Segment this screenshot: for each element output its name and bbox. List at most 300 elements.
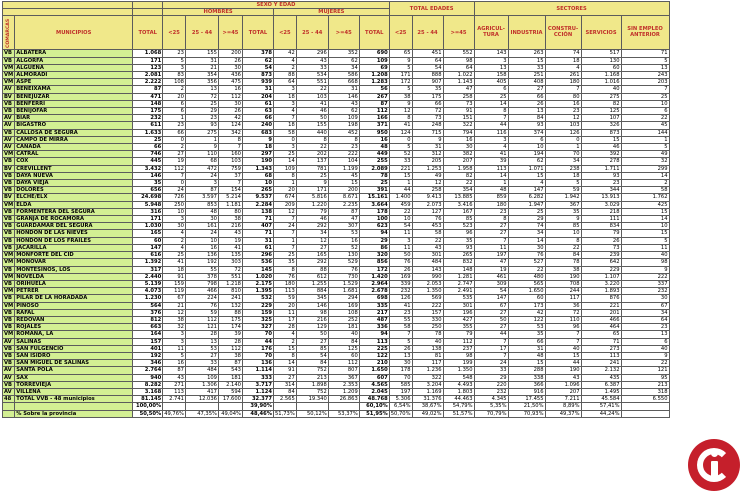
- value-cell: 2: [163, 144, 186, 151]
- value-cell: 466: [185, 288, 218, 295]
- value-cell: 59: [273, 295, 296, 302]
- value-cell: 9: [545, 216, 581, 223]
- value-cell: 7: [474, 352, 508, 359]
- value-cell: 3.664: [359, 201, 389, 208]
- value-cell: 62: [328, 57, 359, 64]
- value-cell: 143: [474, 50, 508, 57]
- value-cell: 5: [545, 180, 581, 187]
- municipio-cell: HONDÓN DE LAS NIEVES: [15, 230, 133, 237]
- value-cell: 453: [412, 223, 443, 230]
- value-cell: 35: [443, 237, 474, 244]
- value-cell: 7: [474, 115, 508, 122]
- value-cell: 4: [163, 244, 186, 251]
- value-cell: 551: [218, 273, 242, 280]
- m-lt25-header: <25: [273, 16, 296, 50]
- value-cell: 9.413: [412, 194, 443, 201]
- municipio-cell: JACARILLA: [15, 244, 133, 251]
- value-cell: 309: [474, 280, 508, 287]
- value-cell: 94: [359, 230, 389, 237]
- value-cell: 218: [581, 208, 621, 215]
- value-cell: 154: [218, 187, 242, 194]
- value-cell: 0: [163, 180, 186, 187]
- value-cell: 54: [389, 223, 412, 230]
- value-cell: 3: [185, 180, 218, 187]
- value-cell: 25: [621, 93, 669, 100]
- value-cell: 30: [508, 244, 545, 251]
- value-cell: 85: [443, 216, 474, 223]
- value-cell: 76: [185, 302, 218, 309]
- value-cell: 708: [545, 280, 581, 287]
- value-cell: 873: [242, 72, 273, 79]
- value-cell: 594: [218, 388, 242, 395]
- value-cell: 48: [359, 144, 389, 151]
- value-cell: 296: [296, 50, 328, 57]
- value-cell: 38: [545, 266, 581, 273]
- value-cell: 35: [273, 259, 296, 266]
- value-cell: 109: [328, 115, 359, 122]
- value-cell: 181: [328, 324, 359, 331]
- value-cell: 461: [474, 273, 508, 280]
- value-cell: 175: [412, 93, 443, 100]
- value-cell: 15: [621, 208, 669, 215]
- value-cell: 13: [621, 331, 669, 338]
- value-cell: 26: [218, 108, 242, 115]
- value-cell: 367: [328, 374, 359, 381]
- value-cell: 79: [296, 208, 328, 215]
- value-cell: 452: [328, 129, 359, 136]
- value-cell: 440: [296, 129, 328, 136]
- logo-dot: [711, 450, 718, 457]
- comarca-cell: VB: [3, 316, 15, 323]
- value-cell: 157: [412, 309, 443, 316]
- value-cell: 9: [621, 352, 669, 359]
- value-cell: 39: [474, 158, 508, 165]
- value-cell: 812: [133, 316, 163, 323]
- value-cell: 44: [389, 187, 412, 194]
- value-cell: 62: [242, 57, 273, 64]
- value-cell: 25: [273, 151, 296, 158]
- value-cell: 45: [621, 122, 669, 129]
- value-cell: 209: [273, 201, 296, 208]
- m-25-44-header: 25 - 44: [296, 16, 328, 50]
- value-cell: 9: [412, 136, 443, 143]
- value-cell: 221: [389, 165, 412, 172]
- value-cell: [218, 403, 242, 410]
- value-cell: 535: [443, 295, 474, 302]
- value-cell: 1.022: [443, 72, 474, 79]
- value-cell: 551: [296, 79, 328, 86]
- value-cell: 607: [359, 374, 389, 381]
- value-cell: 3.432: [133, 165, 163, 172]
- value-cell: 72: [218, 266, 242, 273]
- value-cell: 445: [133, 158, 163, 165]
- hombres-header: HOMBRES: [163, 9, 274, 16]
- value-cell: 759: [218, 165, 242, 172]
- value-cell: 35: [133, 180, 163, 187]
- value-cell: 888: [412, 72, 443, 79]
- value-cell: 2.747: [443, 280, 474, 287]
- value-cell: 40: [621, 345, 669, 352]
- value-cell: 6: [163, 100, 186, 107]
- value-cell: 220: [474, 381, 508, 388]
- value-cell: 200: [328, 187, 359, 194]
- value-cell: 93: [508, 122, 545, 129]
- value-cell: 68: [242, 172, 273, 179]
- value-cell: 13: [185, 338, 218, 345]
- value-cell: 15: [545, 352, 581, 359]
- header-row-1: [3, 2, 670, 9]
- value-cell: 2.565: [273, 396, 296, 403]
- value-cell: 25: [296, 172, 328, 179]
- value-cell: 66: [508, 93, 545, 100]
- value-cell: 13: [621, 64, 669, 71]
- value-cell: 27: [474, 309, 508, 316]
- value-cell: 22: [412, 237, 443, 244]
- value-cell: 61: [242, 244, 273, 251]
- value-cell: 312: [412, 151, 443, 158]
- value-cell: 31: [508, 345, 545, 352]
- value-cell: 8: [389, 115, 412, 122]
- value-cell: 30: [218, 100, 242, 107]
- value-cell: 57,41%: [581, 403, 621, 410]
- comarca-cell: VB: [3, 223, 15, 230]
- value-cell: [621, 403, 669, 410]
- value-cell: 35: [412, 86, 443, 93]
- total-row: [3, 396, 670, 403]
- table-row: [3, 86, 670, 93]
- value-cell: 41: [474, 151, 508, 158]
- value-cell: 126: [545, 129, 581, 136]
- value-cell: 11: [389, 230, 412, 237]
- municipio-cell: DOLORES: [15, 187, 133, 194]
- municipio-cell: SAN MIGUEL DE SALINAS: [15, 360, 133, 367]
- value-cell: 53,37%: [328, 410, 359, 417]
- value-cell: 338: [508, 374, 545, 381]
- value-cell: 449: [359, 151, 389, 158]
- comarca-cell: VB: [3, 108, 15, 115]
- table-row: [3, 237, 670, 244]
- value-cell: 46: [581, 144, 621, 151]
- value-cell: 405: [474, 79, 508, 86]
- value-cell: 27: [296, 338, 328, 345]
- value-cell: 76: [508, 252, 545, 259]
- value-cell: 2: [273, 338, 296, 345]
- value-cell: 174: [218, 324, 242, 331]
- value-cell: 265: [242, 187, 273, 194]
- value-cell: 23: [163, 122, 186, 129]
- value-cell: 47: [474, 259, 508, 266]
- value-cell: 165: [133, 230, 163, 237]
- value-cell: 794: [443, 129, 474, 136]
- value-cell: 4: [273, 108, 296, 115]
- value-cell: 64: [412, 57, 443, 64]
- value-cell: 160: [218, 151, 242, 158]
- value-cell: 66: [242, 115, 273, 122]
- value-cell: 9: [242, 136, 273, 143]
- value-cell: 12: [412, 180, 443, 187]
- value-cell: 117: [412, 360, 443, 367]
- value-cell: 7: [273, 216, 296, 223]
- value-cell: 40: [412, 338, 443, 345]
- value-cell: 339: [389, 280, 412, 287]
- value-cell: 172: [359, 266, 389, 273]
- value-cell: 856: [359, 259, 389, 266]
- value-cell: 656: [133, 187, 163, 194]
- value-cell: 207: [545, 388, 581, 395]
- value-cell: 81: [412, 352, 443, 359]
- value-cell: 5: [163, 57, 186, 64]
- municipio-cell: ALMORADI: [15, 72, 133, 79]
- value-cell: 7: [545, 338, 581, 345]
- value-cell: 853: [185, 201, 218, 208]
- municipio-cell: SALINAS: [15, 338, 133, 345]
- value-cell: 10: [242, 180, 273, 187]
- value-cell: 18: [273, 93, 296, 100]
- value-cell: 110: [545, 316, 581, 323]
- value-cell: 425: [621, 201, 669, 208]
- value-cell: 173: [508, 302, 545, 309]
- h-lt25-header: <25: [163, 16, 186, 50]
- value-cell: 113: [474, 165, 508, 172]
- value-cell: 265: [443, 252, 474, 259]
- value-cell: 8: [218, 136, 242, 143]
- value-cell: 30: [389, 360, 412, 367]
- value-cell: 31.376: [412, 396, 443, 403]
- comarca-cell: AV: [3, 144, 15, 151]
- value-cell: 88: [218, 309, 242, 316]
- municipio-cell: PILAR DE LA HORADADA: [15, 295, 133, 302]
- municipio-cell: BENFERRI: [15, 100, 133, 107]
- value-cell: 11: [273, 309, 296, 316]
- value-cell: 84: [296, 360, 328, 367]
- value-cell: 197: [389, 388, 412, 395]
- value-cell: 3: [273, 86, 296, 93]
- value-cell: 356: [185, 79, 218, 86]
- comarca-cell: AV: [3, 388, 15, 395]
- logo-bar: [711, 461, 718, 481]
- value-cell: 322: [412, 374, 443, 381]
- value-cell: 36: [545, 302, 581, 309]
- value-cell: 25: [474, 93, 508, 100]
- comarca-cell: VM: [4, 252, 14, 259]
- value-cell: 1.650: [508, 288, 545, 295]
- value-cell: 40: [328, 331, 359, 338]
- value-cell: 66: [163, 129, 186, 136]
- value-cell: 85: [545, 223, 581, 230]
- value-cell: 25: [359, 180, 389, 187]
- value-cell: 72: [545, 309, 581, 316]
- value-cell: 4.073: [133, 288, 163, 295]
- value-cell: 49,37%: [545, 410, 581, 417]
- value-cell: 4.493: [443, 381, 474, 388]
- value-cell: 5.816: [296, 194, 328, 201]
- value-cell: 294: [328, 295, 359, 302]
- value-cell: 222: [621, 273, 669, 280]
- value-cell: 807: [328, 367, 359, 374]
- value-cell: 8: [273, 352, 296, 359]
- value-cell: 155: [185, 50, 218, 57]
- value-cell: 15: [581, 136, 621, 143]
- value-cell: 22: [621, 115, 669, 122]
- value-cell: 1: [389, 180, 412, 187]
- value-cell: 23: [581, 180, 621, 187]
- value-cell: 82: [581, 100, 621, 107]
- value-cell: 64: [273, 79, 296, 86]
- value-cell: 18: [545, 57, 581, 64]
- table-row: [3, 331, 670, 338]
- value-cell: 41: [389, 122, 412, 129]
- value-cell: 28: [185, 331, 218, 338]
- agricultura-header: AGRICUL-TURA: [474, 16, 508, 50]
- value-cell: 273: [581, 345, 621, 352]
- value-cell: 157: [133, 338, 163, 345]
- value-cell: 1.392: [133, 259, 163, 266]
- value-cell: 698: [359, 295, 389, 302]
- value-cell: 5: [621, 144, 669, 151]
- comarca-cell: AV: [3, 122, 15, 129]
- value-cell: 2.678: [359, 288, 389, 295]
- value-cell: 4: [273, 331, 296, 338]
- value-cell: 53: [508, 324, 545, 331]
- value-cell: 13: [508, 108, 545, 115]
- table-row: [3, 367, 670, 374]
- table-row: [3, 244, 670, 251]
- value-cell: 1.893: [581, 288, 621, 295]
- value-cell: 29: [185, 108, 218, 115]
- value-cell: 1.169: [412, 388, 443, 395]
- table-row: [3, 352, 670, 359]
- municipio-cell: DAYA VIEJA: [15, 180, 133, 187]
- value-cell: 345: [296, 295, 328, 302]
- value-cell: 221: [581, 302, 621, 309]
- value-cell: 1.209: [328, 388, 359, 395]
- value-cell: 121: [621, 367, 669, 374]
- value-cell: 103: [296, 93, 328, 100]
- table-row: [3, 165, 670, 172]
- value-cell: 24: [273, 223, 296, 230]
- value-cell: 45: [328, 172, 359, 179]
- value-cell: 98: [443, 57, 474, 64]
- municipio-cell: MONFORTE DEL CID: [15, 252, 133, 259]
- value-cell: 484: [412, 259, 443, 266]
- comarca-cell: VB: [3, 352, 15, 359]
- value-cell: 132: [218, 302, 242, 309]
- comarca-cell: AV: [3, 115, 15, 122]
- comarca-cell: VB: [3, 345, 15, 352]
- value-cell: 13: [389, 352, 412, 359]
- value-cell: 5,35%: [474, 403, 508, 410]
- value-cell: 307: [328, 223, 359, 230]
- value-cell: 40: [621, 252, 669, 259]
- value-cell: 243: [621, 72, 669, 79]
- value-cell: 43: [328, 100, 359, 107]
- value-cell: 1: [273, 237, 296, 244]
- value-cell: 527: [508, 259, 545, 266]
- value-cell: 34: [328, 64, 359, 71]
- municipio-cell: ALGUEÑA: [15, 64, 133, 71]
- value-cell: 401: [133, 345, 163, 352]
- value-cell: 31: [185, 57, 218, 64]
- value-cell: 5.948: [133, 201, 163, 208]
- value-cell: 367: [545, 201, 581, 208]
- value-cell: 248: [412, 122, 443, 129]
- value-cell: 143: [412, 266, 443, 273]
- value-cell: 124: [389, 129, 412, 136]
- value-cell: 21: [163, 302, 186, 309]
- value-cell: 61: [242, 100, 273, 107]
- value-cell: 159: [163, 280, 186, 287]
- comarca-cell: VM: [4, 331, 14, 338]
- table-row: [3, 288, 670, 295]
- value-cell: 60,10%: [359, 403, 389, 410]
- value-cell: 24: [163, 187, 186, 194]
- value-cell: 1.529: [328, 280, 359, 287]
- value-cell: 475: [218, 79, 242, 86]
- value-cell: 23: [185, 115, 218, 122]
- table-row: [3, 201, 670, 208]
- value-cell: 337: [621, 280, 669, 287]
- value-cell: 2.073: [412, 201, 443, 208]
- value-cell: 7: [474, 237, 508, 244]
- value-cell: 333: [242, 374, 273, 381]
- value-cell: 11: [474, 244, 508, 251]
- value-cell: 22: [443, 180, 474, 187]
- value-cell: 569: [412, 295, 443, 302]
- value-cell: 50: [389, 252, 412, 259]
- value-cell: 0: [273, 136, 296, 143]
- value-cell: 1.283: [359, 79, 389, 86]
- value-cell: [185, 403, 218, 410]
- table-row: [3, 252, 670, 259]
- value-cell: 11: [163, 345, 186, 352]
- value-cell: 192: [185, 259, 218, 266]
- value-cell: 56: [359, 86, 389, 93]
- value-cell: 873: [581, 129, 621, 136]
- h-25-44-header: 25 - 44: [185, 16, 218, 50]
- value-cell: 6: [163, 108, 186, 115]
- value-cell: 124: [218, 122, 242, 129]
- value-cell: 192: [133, 352, 163, 359]
- municipio-cell: RAFAL: [15, 309, 133, 316]
- comarca-cell: [3, 403, 15, 410]
- value-cell: 7: [218, 144, 242, 151]
- value-cell: 44: [474, 122, 508, 129]
- municipio-cell: TOTAL VVB - 48 municipios: [15, 396, 133, 403]
- value-cell: 109: [359, 57, 389, 64]
- value-cell: 18: [163, 266, 186, 273]
- value-cell: 15: [508, 172, 545, 179]
- value-cell: 1: [545, 144, 581, 151]
- comarca-cell: 48: [3, 396, 15, 403]
- value-cell: 113: [163, 388, 186, 395]
- value-cell: 54: [242, 64, 273, 71]
- value-cell: 15: [508, 360, 545, 367]
- value-cell: 2.964: [359, 280, 389, 287]
- value-cell: 255: [359, 158, 389, 165]
- value-cell: 8.282: [133, 381, 163, 388]
- value-cell: 14: [273, 158, 296, 165]
- value-cell: 14: [474, 172, 508, 179]
- value-cell: 78: [412, 331, 443, 338]
- value-cell: 8: [273, 266, 296, 273]
- value-cell: 87: [218, 360, 242, 367]
- value-cell: 232: [389, 288, 412, 295]
- comarca-cell: VB: [3, 244, 15, 251]
- value-cell: 2.741: [163, 396, 186, 403]
- value-cell: 44: [242, 338, 273, 345]
- value-cell: 9: [389, 57, 412, 64]
- value-cell: 49,02%: [412, 410, 443, 417]
